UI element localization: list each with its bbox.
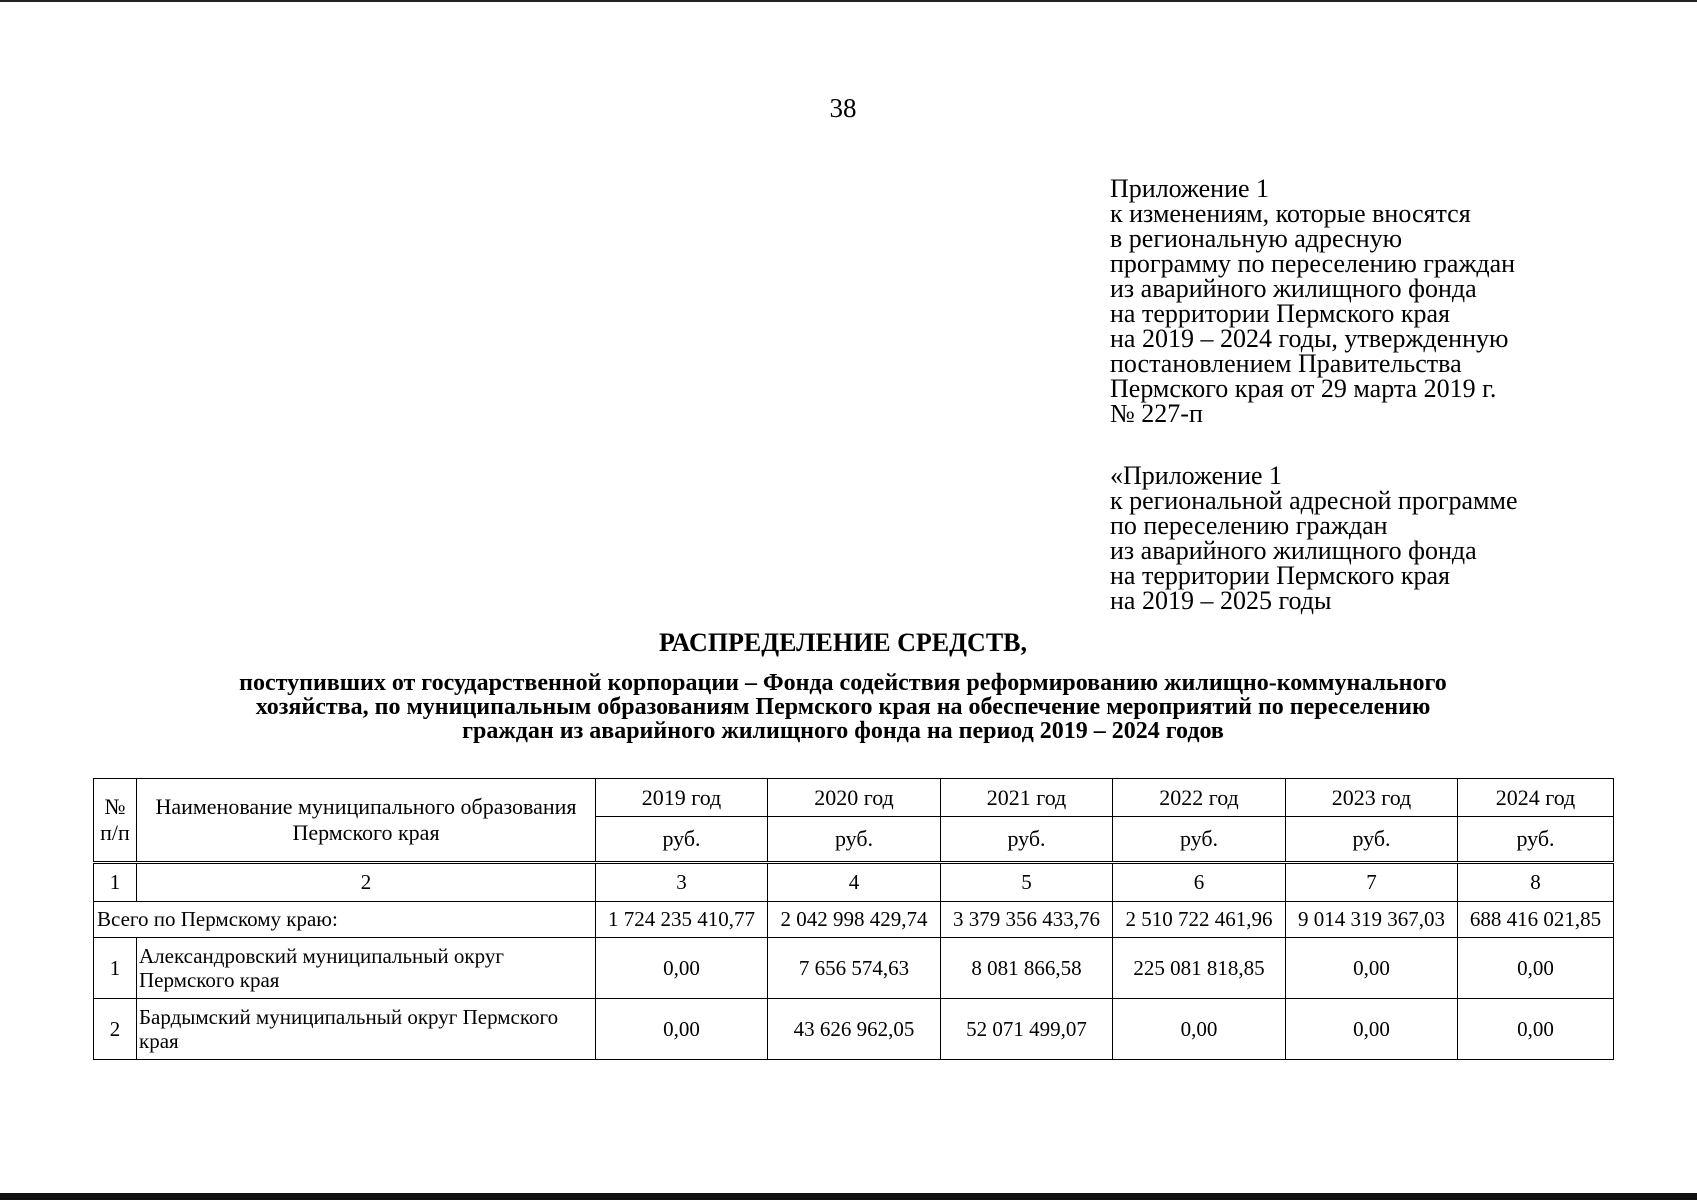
total-value: 1 724 235 410,77	[596, 902, 768, 938]
total-label: Всего по Пермскому краю:	[94, 902, 596, 938]
appendix-line: в региональную адресную	[1110, 224, 1403, 253]
header-unit: руб.	[941, 817, 1113, 863]
row-value: 0,00	[1113, 999, 1286, 1060]
appendix-line: по переселению граждан	[1110, 511, 1388, 540]
column-number: 2	[137, 863, 596, 902]
appendix-line: к региональной адресной программе	[1110, 486, 1518, 515]
row-name: Александровский муниципальный округ Пермского края	[137, 938, 596, 999]
subtitle-line: граждан из аварийного жилищного фонда на период 2019 – 2024 годов	[462, 718, 1224, 744]
row-value: 52 071 499,07	[941, 999, 1113, 1060]
appendix-line: № 227-п	[1110, 399, 1203, 428]
header-year-2020: 2020 год	[768, 779, 941, 817]
subtitle-line: поступивших от государственной корпорации – Фонда содействия реформированию жилищно-коммунального	[239, 670, 1447, 696]
appendix-line: на 2019 – 2024 годы, утвержденную	[1110, 324, 1509, 353]
page-top-edge	[0, 0, 1697, 2]
total-value: 9 014 319 367,03	[1286, 902, 1458, 938]
appendix-line: на территории Пермского края	[1110, 561, 1450, 590]
subtitle-line: хозяйства, по муниципальным образованиям Пермского края на обеспечение мероприятий по переселению	[255, 694, 1431, 720]
row-value: 43 626 962,05	[768, 999, 941, 1060]
header-unit: руб.	[596, 817, 768, 863]
row-value: 0,00	[1286, 999, 1458, 1060]
appendix-line: Пермского края от 29 марта 2019 г.	[1110, 374, 1497, 403]
appendix-line: из аварийного жилищного фонда	[1110, 274, 1477, 303]
row-value: 0,00	[1286, 938, 1458, 999]
header-year-2021: 2021 год	[941, 779, 1113, 817]
column-number: 4	[768, 863, 941, 902]
total-value: 3 379 356 433,76	[941, 902, 1113, 938]
appendix-line: постановлением Правительства	[1110, 349, 1462, 378]
row-name: Бардымский муниципальный округ Пермского края	[137, 999, 596, 1060]
appendix-line: «Приложение 1	[1110, 461, 1283, 490]
column-number: 1	[94, 863, 137, 902]
appendix-line: на 2019 – 2025 годы	[1110, 586, 1332, 615]
table-row	[94, 999, 1614, 1060]
column-number-row	[94, 863, 1614, 902]
page-bottom-edge	[0, 1193, 1697, 1200]
row-value: 225 081 818,85	[1113, 938, 1286, 999]
header-unit: руб.	[1458, 817, 1614, 863]
table-header-row	[94, 779, 1614, 817]
total-value: 688 416 021,85	[1458, 902, 1614, 938]
row-value: 7 656 574,63	[768, 938, 941, 999]
column-number: 5	[941, 863, 1113, 902]
header-unit: руб.	[1286, 817, 1458, 863]
appendix-line: к изменениям, которые вносятся	[1110, 199, 1471, 228]
header-name: Наименование муниципального образования Пермского края	[137, 779, 596, 863]
document-title: РАСПРЕДЕЛЕНИЕ СРЕДСТВ,	[659, 628, 1027, 657]
table-row	[94, 938, 1614, 999]
total-row	[94, 902, 1614, 938]
total-value: 2 510 722 461,96	[1113, 902, 1286, 938]
total-value: 2 042 998 429,74	[768, 902, 941, 938]
header-year-2022: 2022 год	[1113, 779, 1286, 817]
header-unit: руб.	[768, 817, 941, 863]
header-unit: руб.	[1113, 817, 1286, 863]
row-num: 2	[94, 999, 137, 1060]
header-num: № п/п	[94, 779, 137, 863]
appendix-line: программу по переселению граждан	[1110, 249, 1516, 278]
row-value: 0,00	[1458, 999, 1614, 1060]
appendix-line: из аварийного жилищного фонда	[1110, 536, 1477, 565]
page-number: 38	[829, 93, 857, 123]
row-value: 0,00	[596, 938, 768, 999]
document-subtitle	[0, 671, 1686, 743]
column-number: 3	[596, 863, 768, 902]
appendix-line: на территории Пермского края	[1110, 299, 1450, 328]
row-value: 0,00	[596, 999, 768, 1060]
row-value: 8 081 866,58	[941, 938, 1113, 999]
appendix-note-2	[1110, 463, 1517, 613]
header-year-2019: 2019 год	[596, 779, 768, 817]
column-number: 7	[1286, 863, 1458, 902]
appendix-line: Приложение 1	[1110, 174, 1270, 203]
funds-distribution-table	[93, 778, 1614, 1060]
header-year-2024: 2024 год	[1458, 779, 1614, 817]
appendix-note-1	[1110, 176, 1515, 426]
row-value: 0,00	[1458, 938, 1614, 999]
row-num: 1	[94, 938, 137, 999]
column-number: 8	[1458, 863, 1614, 902]
header-year-2023: 2023 год	[1286, 779, 1458, 817]
column-number: 6	[1113, 863, 1286, 902]
